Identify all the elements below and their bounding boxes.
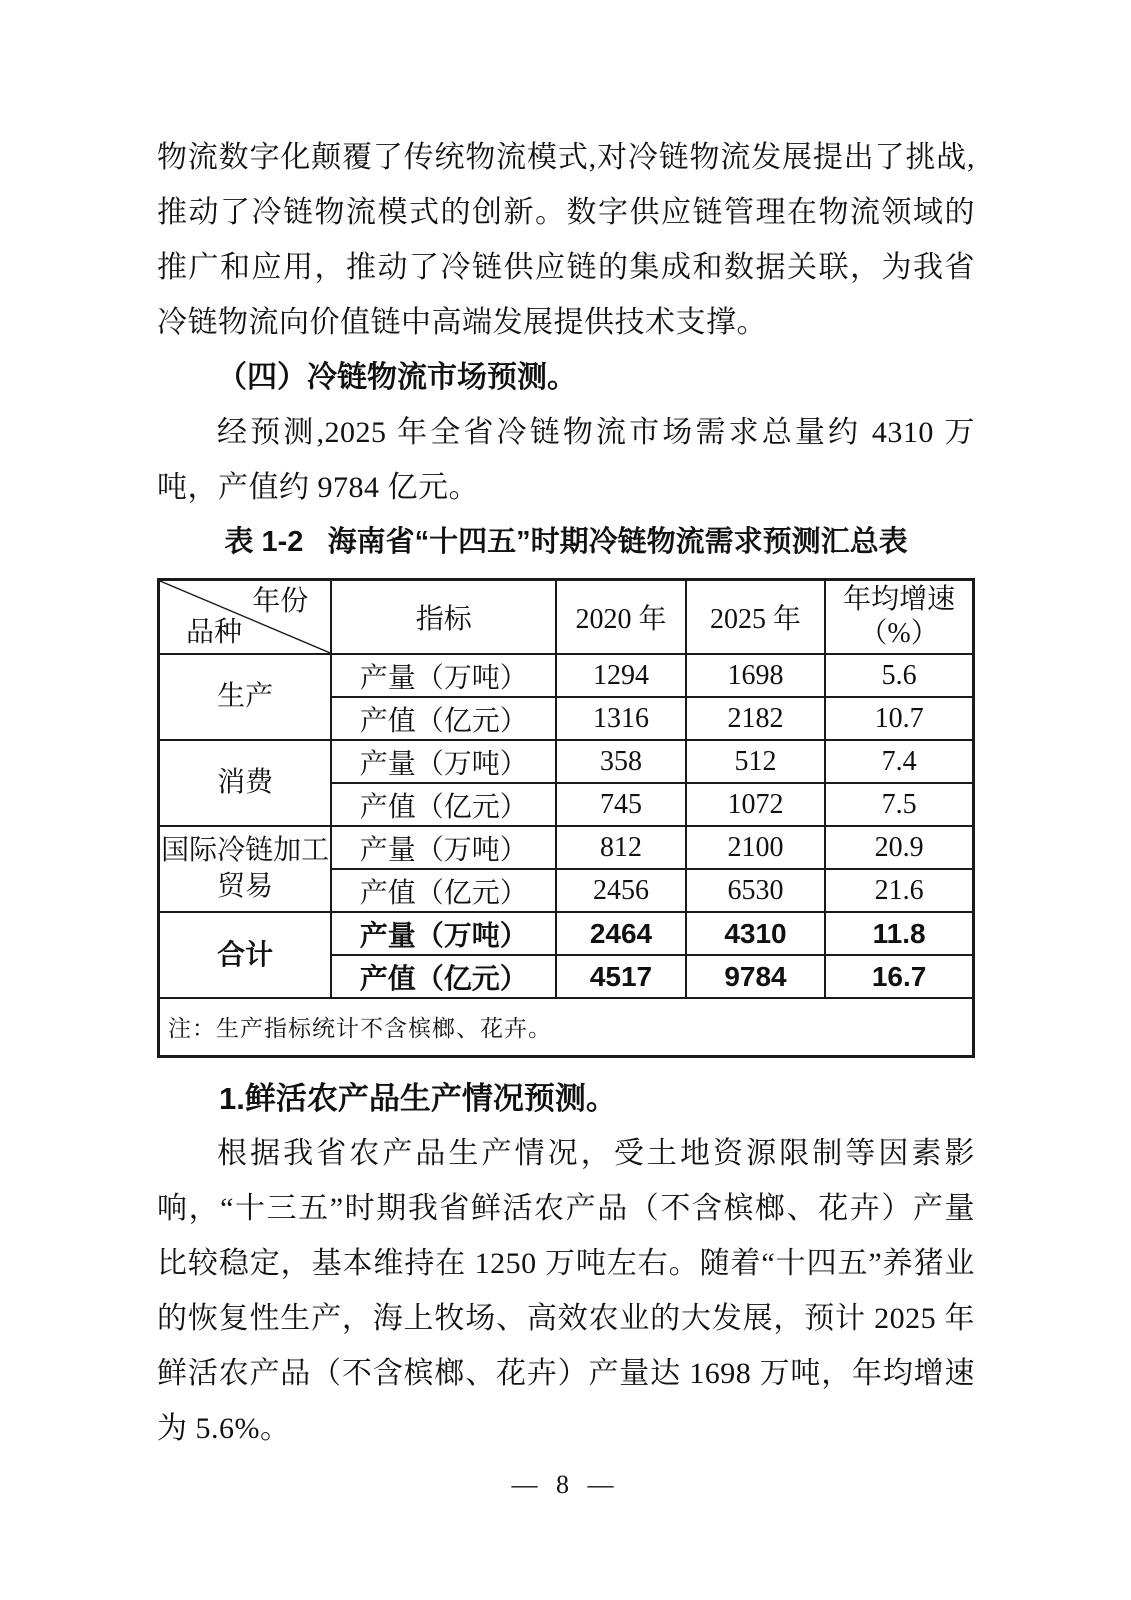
value-2020: 1316 [556,697,686,740]
value-2025: 1698 [686,654,825,697]
subsection-heading-fresh-produce: 1.鲜活农产品生产情况预测。 [219,1080,617,1116]
diagonal-header-cell [159,580,332,655]
value-growth: 7.5 [825,783,973,826]
value-growth: 11.8 [825,912,973,955]
value-2025: 512 [686,740,825,783]
table-row-trade-volume [159,826,974,869]
paragraph-fresh-produce-forecast: 根据我省农产品生产情况，受土地资源限制等因素影响，“十三五”时期我省鲜活农产品（不含槟榔、花卉）产量比较稳定，基本维持在 1250 万吨左右。随着“十四五”养猪业的恢复性生产，海上牧场、高效农业的大发展，预计 2025 年鲜活农产品（不含槟榔、花卉）产量达 1698 万吨，年均增速为 5.6%。 [157,1136,975,1445]
header-corner-category: 品种 [186,617,243,648]
section-heading-market-forecast: （四）冷链物流市场预测。 [217,361,577,394]
indicator-cell: 产量（万吨） [331,654,556,697]
table-note-row [159,998,974,1056]
value-2025: 6530 [686,869,825,912]
value-growth: 5.6 [825,654,973,697]
table-note: 注：生产指标统计不含槟榔、花卉。 [159,998,974,1056]
indicator-cell: 产量（万吨） [331,912,556,955]
value-2020: 812 [556,826,686,869]
value-2020: 2456 [556,869,686,912]
value-2025: 2182 [686,697,825,740]
value-growth: 20.9 [825,826,973,869]
category-consumption: 消费 [159,740,332,826]
table-title: 表 1-2 海南省“十四五”时期冷链物流需求预测汇总表 [224,526,908,558]
table-row-consumption-volume [159,740,974,783]
indicator-cell: 产值（亿元） [331,697,556,740]
indicator-cell: 产量（万吨） [331,826,556,869]
value-2020: 4517 [556,955,686,998]
indicator-cell: 产值（亿元） [331,783,556,826]
header-indicator: 指标 [331,580,556,655]
table-row-production-volume [159,654,974,697]
table-row-total-volume [159,912,974,955]
value-2025: 2100 [686,826,825,869]
indicator-cell: 产值（亿元） [331,955,556,998]
paragraph-forecast-summary: 经预测,2025 年全省冷链物流市场需求总量约 4310 万吨，产值约 9784 亿元。 [157,416,975,504]
value-2020: 2464 [556,912,686,955]
indicator-cell: 产量（万吨） [331,740,556,783]
value-2020: 358 [556,740,686,783]
header-2020: 2020 年 [556,580,686,655]
value-2025: 4310 [686,912,825,955]
header-growth [825,580,973,655]
indicator-cell: 产值（亿元） [331,869,556,912]
value-growth: 7.4 [825,740,973,783]
category-total: 合计 [159,912,332,998]
value-growth: 21.6 [825,869,973,912]
header-growth-line1: 年均增速 [843,584,956,615]
category-production: 生产 [159,654,332,740]
value-2025: 1072 [686,783,825,826]
page-number: — 8 — [511,1470,620,1499]
forecast-table [157,578,975,1058]
value-2025: 9784 [686,955,825,998]
header-corner-year: 年份 [252,586,309,617]
paragraph-digital-logistics: 物流数字化颠覆了传统物流模式,对冷链物流发展提出了挑战,推动了冷链物流模式的创新。数字供应链管理在物流领域的推广和应用，推动了冷链供应链的集成和数据关联，为我省冷链物流向价值链中高端发展提供技术支撑。 [157,141,975,339]
table-header-row [159,580,974,655]
header-growth-line2: （%） [859,618,939,649]
value-2020: 745 [556,783,686,826]
value-growth: 10.7 [825,697,973,740]
header-2025: 2025 年 [686,580,825,655]
value-growth: 16.7 [825,955,973,998]
value-2020: 1294 [556,654,686,697]
category-international-trade: 国际冷链加工贸易 [159,826,332,912]
